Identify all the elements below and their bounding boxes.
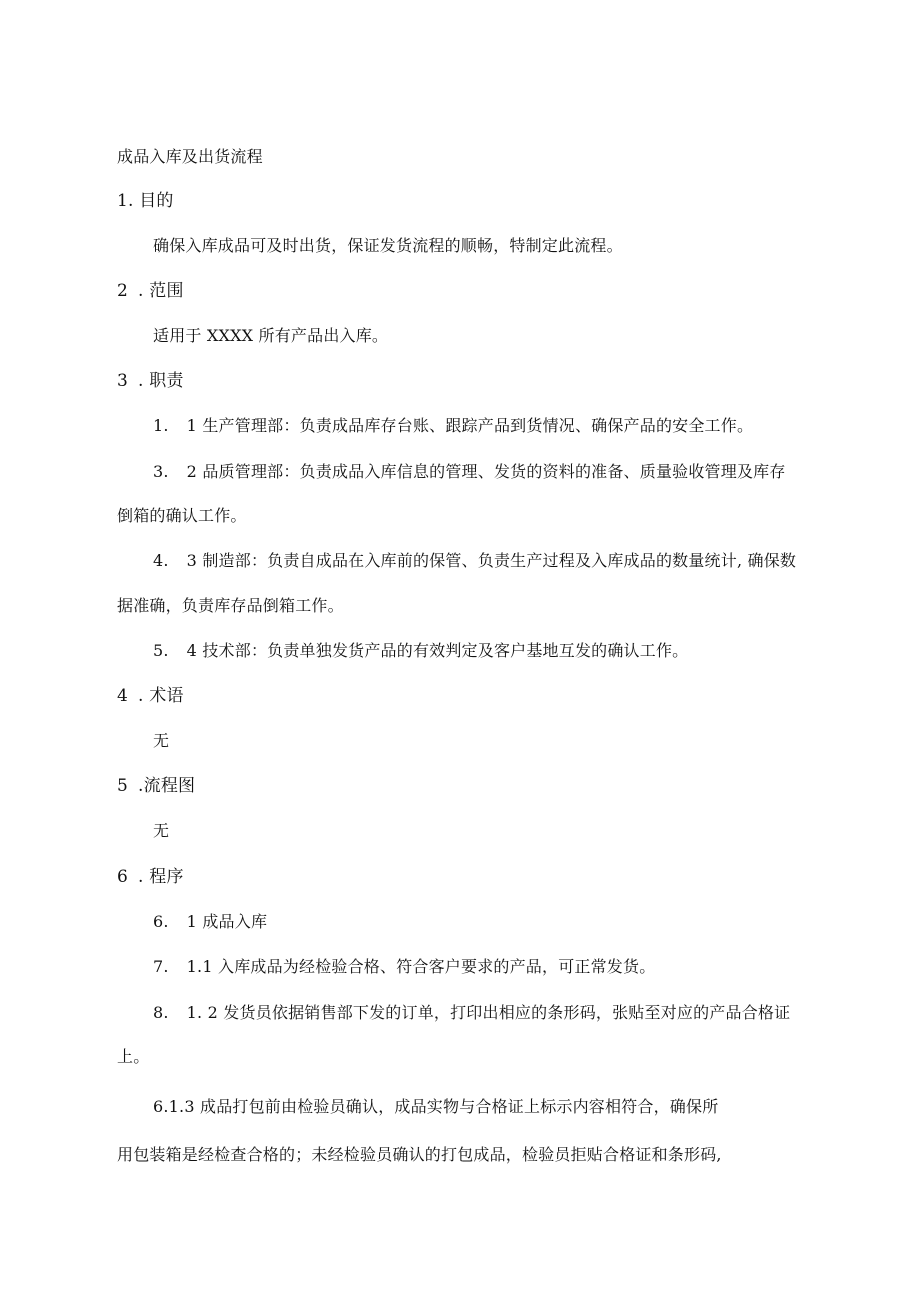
- section-number: 3: [117, 371, 129, 391]
- list-text: 1 生产管理部：负责成品库存台账、跟踪产品到货情况、确保产品的安全工作。: [186, 416, 754, 435]
- section-number: 6: [117, 867, 129, 887]
- list-text: 3 制造部：负责自成品在入库前的保管、负责生产过程及入库成品的数量统计, 确保数: [186, 551, 797, 570]
- list-number: 1.: [153, 416, 169, 435]
- list-text: 2 品质管理部：负责成品入库信息的管理、发货的资料的准备、质量验收管理及库存: [186, 462, 786, 481]
- section-1-heading: 1. 目的: [117, 191, 174, 211]
- section-title: .流程图: [138, 776, 196, 796]
- section-1-body: 确保入库成品可及时出货，保证发货流程的顺畅，特制定此流程。: [153, 236, 623, 255]
- list-text: 1. 2 发货员依据销售部下发的订单，打印出相应的条形码，张贴至对应的产品合格证: [186, 1003, 791, 1022]
- section-title: . 术语: [138, 686, 184, 706]
- responsibility-item-4: [153, 640, 688, 662]
- section-6-heading: [117, 866, 184, 888]
- section-5-heading: [117, 775, 195, 797]
- section-3-heading: [117, 370, 184, 392]
- document-title: 成品入库及出货流程: [117, 147, 263, 166]
- list-number: 8.: [153, 1003, 169, 1022]
- section-2-heading: [117, 280, 184, 302]
- list-text: 1 成品入库: [186, 912, 268, 931]
- section-title: . 范围: [138, 281, 184, 301]
- section-title: . 程序: [138, 867, 184, 887]
- procedure-item-4: 6.1.3 成品打包前由检验员确认，成品实物与合格证上标示内容相符合，确保所: [153, 1097, 719, 1116]
- procedure-item-3-continuation: 上。: [117, 1047, 150, 1066]
- procedure-item-4-continuation: 用包装箱是经检查合格的；未经检验员确认的打包成品，检验员拒贴合格证和条形码,: [117, 1145, 722, 1164]
- list-text: 1.1 入库成品为经检验合格、符合客户要求的产品，可正常发货。: [186, 957, 656, 976]
- responsibility-item-3: [153, 550, 796, 572]
- responsibility-item-3-continuation: 据准确，负责库存品倒箱工作。: [117, 596, 344, 615]
- section-5-body: 无: [153, 821, 170, 840]
- procedure-item-1: [153, 911, 267, 933]
- section-2-body: 适用于 XXXX 所有产品出入库。: [153, 326, 389, 345]
- section-title: . 职责: [138, 371, 184, 391]
- list-number: 7.: [153, 957, 169, 976]
- responsibility-item-1: [153, 415, 753, 437]
- procedure-item-2: [153, 956, 655, 978]
- list-number: 5.: [153, 641, 169, 660]
- list-number: 4.: [153, 551, 169, 570]
- section-4-body: 无: [153, 731, 170, 750]
- responsibility-item-2: [153, 461, 786, 483]
- section-number: 2: [117, 281, 129, 301]
- list-number: 6.: [153, 912, 169, 931]
- responsibility-item-2-continuation: 倒箱的确认工作。: [117, 506, 247, 525]
- list-number: 3.: [153, 462, 169, 481]
- section-4-heading: [117, 685, 184, 707]
- section-number: 5: [117, 776, 129, 796]
- list-text: 4 技术部：负责单独发货产品的有效判定及客户基地互发的确认工作。: [186, 641, 689, 660]
- procedure-item-3: [153, 1002, 790, 1024]
- section-number: 4: [117, 686, 129, 706]
